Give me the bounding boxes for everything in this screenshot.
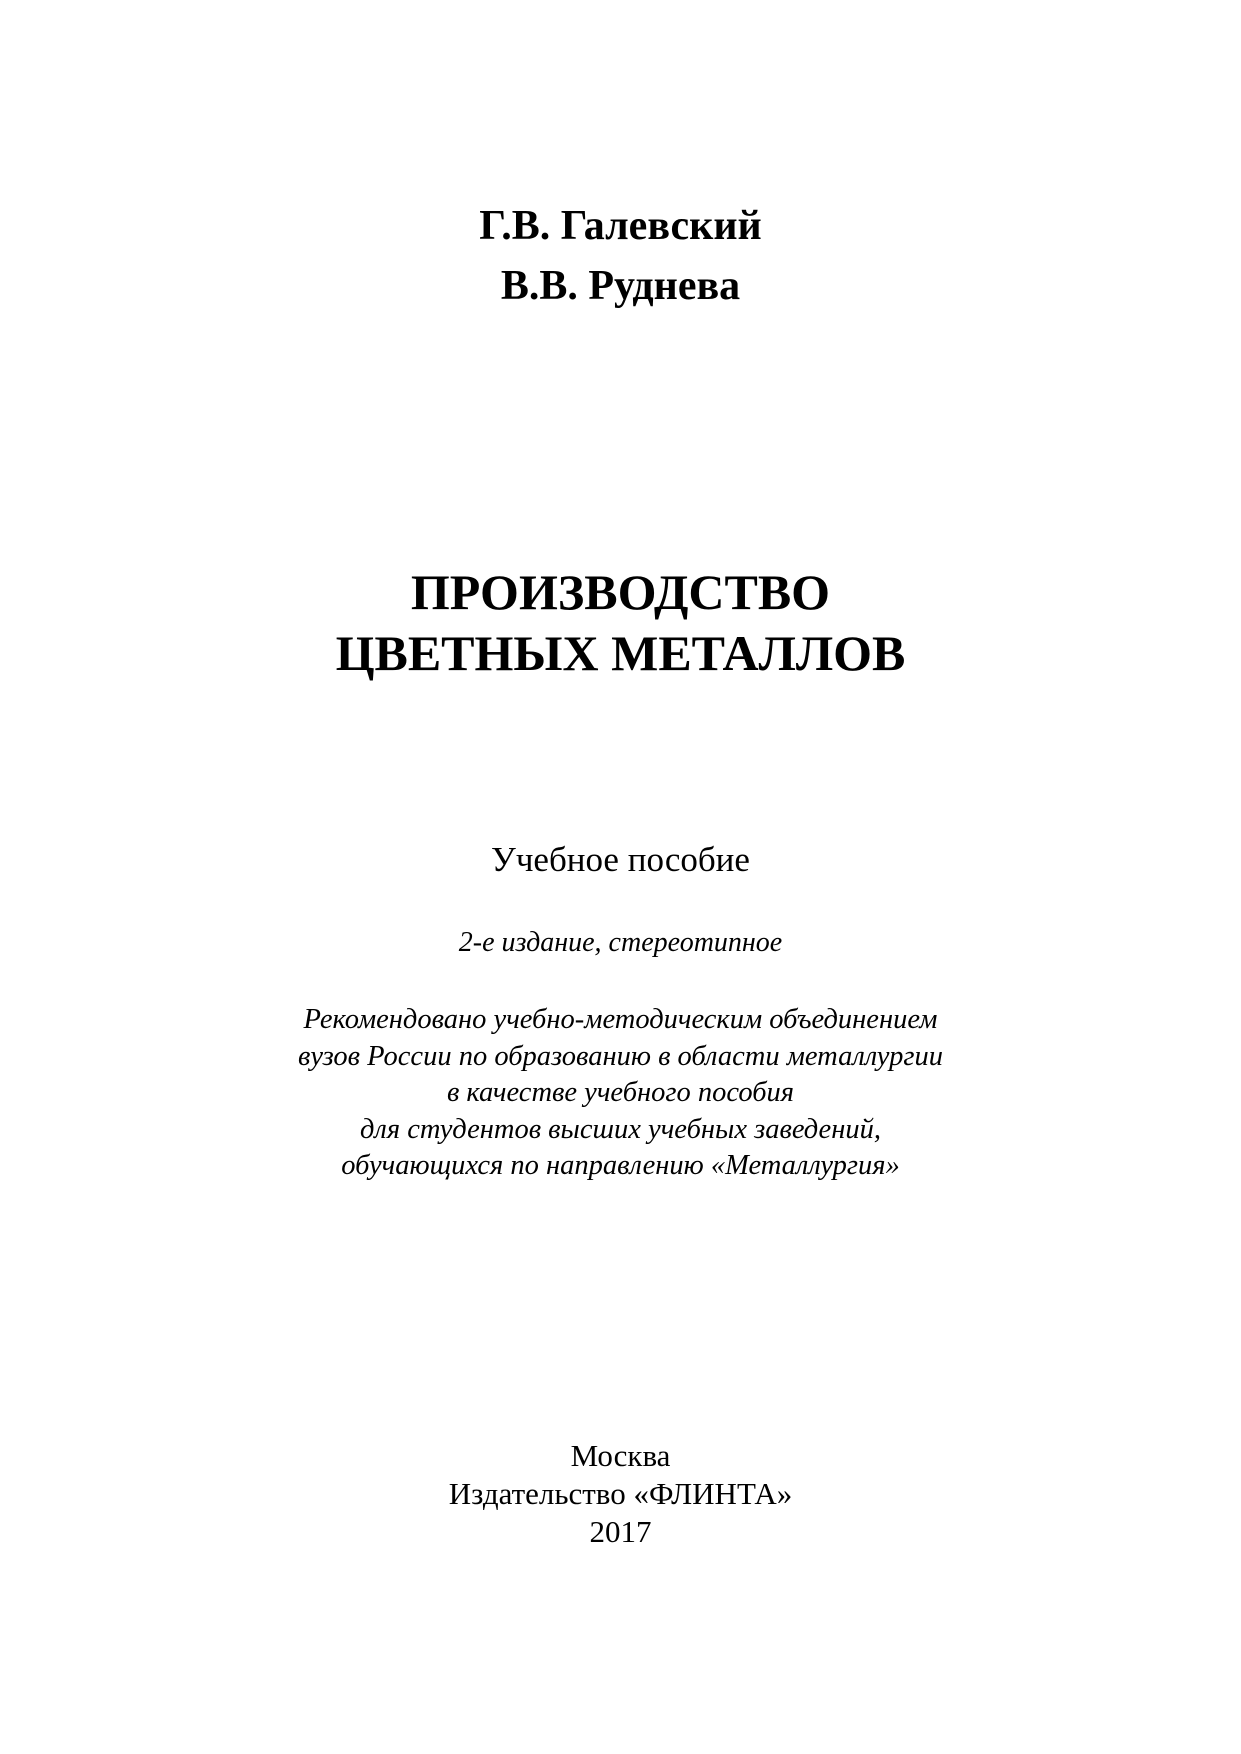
author-name: В.В. Руднева [500, 263, 741, 309]
imprint-publisher: Издательство «ФЛИНТА» [448, 1476, 793, 1511]
imprint-year: 2017 [589, 1514, 652, 1549]
recommendation-line: для студентов высших учебных заведений, [360, 1113, 881, 1145]
document-type: Учебное пособие [491, 840, 750, 879]
author-name: Г.В. Галевский [479, 203, 762, 249]
book-title [0, 562, 1241, 684]
recommendation-line: вузов России по образованию в области металлургии [298, 1040, 943, 1072]
edition-note: 2-е издание, стереотипное [458, 927, 783, 958]
book-title-line: ЦВЕТНЫХ МЕТАЛЛОВ [335, 625, 906, 681]
book-title-line: ПРОИЗВОДСТВО [410, 564, 831, 620]
recommendation-block [0, 1002, 1241, 1185]
recommendation-line: в качестве учебного пособия [446, 1077, 795, 1108]
imprint-city: Москва [570, 1438, 671, 1473]
recommendation-line: обучающихся по направлению «Металлургия» [341, 1150, 900, 1181]
recommendation-line: Рекомендовано учебно-методическим объединением [303, 1004, 938, 1035]
imprint-block [0, 1437, 1241, 1551]
authors [0, 196, 1241, 316]
